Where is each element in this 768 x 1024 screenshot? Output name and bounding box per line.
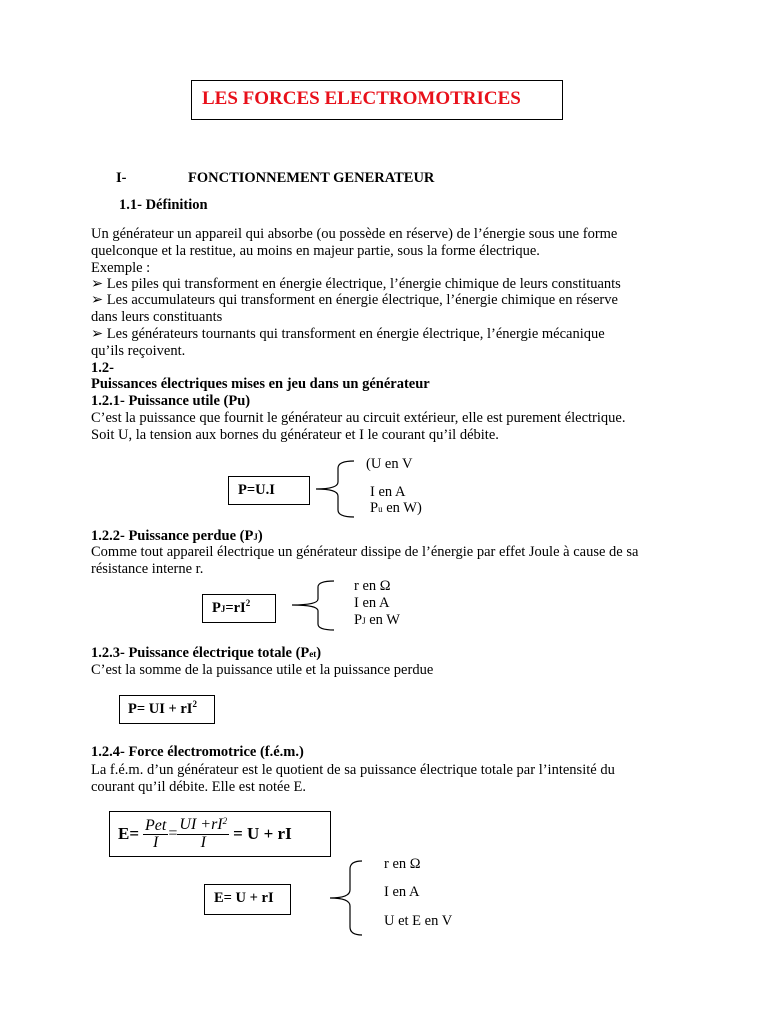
useful-power-heading: 1.2.1- Puissance utile (Pu): [91, 393, 251, 409]
page-title: LES FORCES ELECTROMOTRICES: [202, 88, 521, 109]
example-label: Exemple :: [91, 260, 151, 276]
emf-line-2: courant qu’il débite. Elle est notée E.: [91, 779, 307, 795]
bullet-item: ➢ Les accumulateurs qui transforment en énergie électrique, l’énergie chimique en réserve: [91, 292, 618, 308]
brace-icon: [326, 860, 366, 936]
definition-line-1: Un générateur un appareil qui absorbe (ou possède en réserve) de l’énergie sous une forme: [91, 226, 618, 242]
total-power-heading: 1.2.3- Puissance électrique totale (Pet): [91, 645, 322, 661]
unit-r: r en Ω: [384, 856, 421, 872]
formula-box-pj: [202, 594, 276, 623]
subsection-number: 1.2-: [91, 360, 114, 376]
emf-line-1: La f.é.m. d’un générateur est le quotient de sa puissance électrique totale par l’intensité du: [91, 762, 615, 778]
subsection-heading: Puissances électriques mises en jeu dans un générateur: [91, 376, 430, 392]
brace-icon: [288, 580, 338, 632]
total-power-line-1: C’est la somme de la puissance utile et la puissance perdue: [91, 662, 434, 678]
formula-box-e: [204, 884, 291, 915]
unit-i: I en A: [384, 884, 420, 900]
formula-pj: $PJ=rI^2$: [212, 598, 251, 616]
formula-box-emf: [109, 811, 331, 857]
formula-emf: E= $\frac{\text{Pet}}{I}$ = $\frac{UI +rI^2}{I}$ = U + rI: [118, 816, 292, 851]
useful-power-line-1: C’est la puissance que fournit le générateur au circuit extérieur, elle est purement électrique.: [91, 410, 626, 426]
formula-pu: P=U.I: [238, 482, 275, 498]
arrow-bullet-icon: ➢: [91, 292, 104, 308]
bullet-item-continuation: dans leurs constituants: [91, 309, 223, 325]
definition-line-2: quelconque et la restitue, au moins en majeur partie, sous la forme électrique.: [91, 243, 540, 259]
section-heading: FONCTIONNEMENT GENERATEUR: [188, 170, 435, 186]
bullet-item: ➢ Les générateurs tournants qui transforment en énergie électrique, l’énergie mécanique: [91, 326, 605, 342]
lost-power-line-2: résistance interne r.: [91, 561, 204, 577]
definition-heading: 1.1- Définition: [119, 197, 208, 213]
formula-e: E= U + rI: [214, 890, 274, 906]
bullet-item: ➢ Les piles qui transforment en énergie électrique, l’énergie chimique de leurs constituants: [91, 276, 621, 292]
unit-r: r en Ω: [354, 578, 391, 594]
title-box: [191, 80, 563, 120]
brace-icon: [312, 460, 357, 518]
bullet-item-continuation: qu’ils reçoivent.: [91, 343, 186, 359]
unit-pu: Pu en W): [370, 500, 422, 516]
formula-pet: P= UI + $rI^2$: [128, 699, 197, 717]
arrow-bullet-icon: ➢: [91, 276, 104, 292]
formula-box-pu: [228, 476, 310, 505]
arrow-bullet-icon: ➢: [91, 326, 104, 342]
section-number: I-: [116, 170, 127, 186]
unit-pj: PJ en W: [354, 612, 400, 628]
lost-power-line-1: Comme tout appareil électrique un générateur dissipe de l’énergie par effet Joule à cause de sa: [91, 544, 639, 560]
unit-i: I en A: [370, 484, 406, 500]
unit-u: (U en V: [366, 456, 413, 472]
emf-heading: 1.2.4- Force électromotrice (f.é.m.): [91, 744, 304, 760]
unit-ue: U et E en V: [384, 913, 453, 929]
lost-power-heading: 1.2.2- Puissance perdue (PJ): [91, 528, 263, 544]
useful-power-line-2: Soit U, la tension aux bornes du générateur et I le courant qu’il débite.: [91, 427, 499, 443]
unit-i: I en A: [354, 595, 390, 611]
formula-box-pet: [119, 695, 215, 724]
